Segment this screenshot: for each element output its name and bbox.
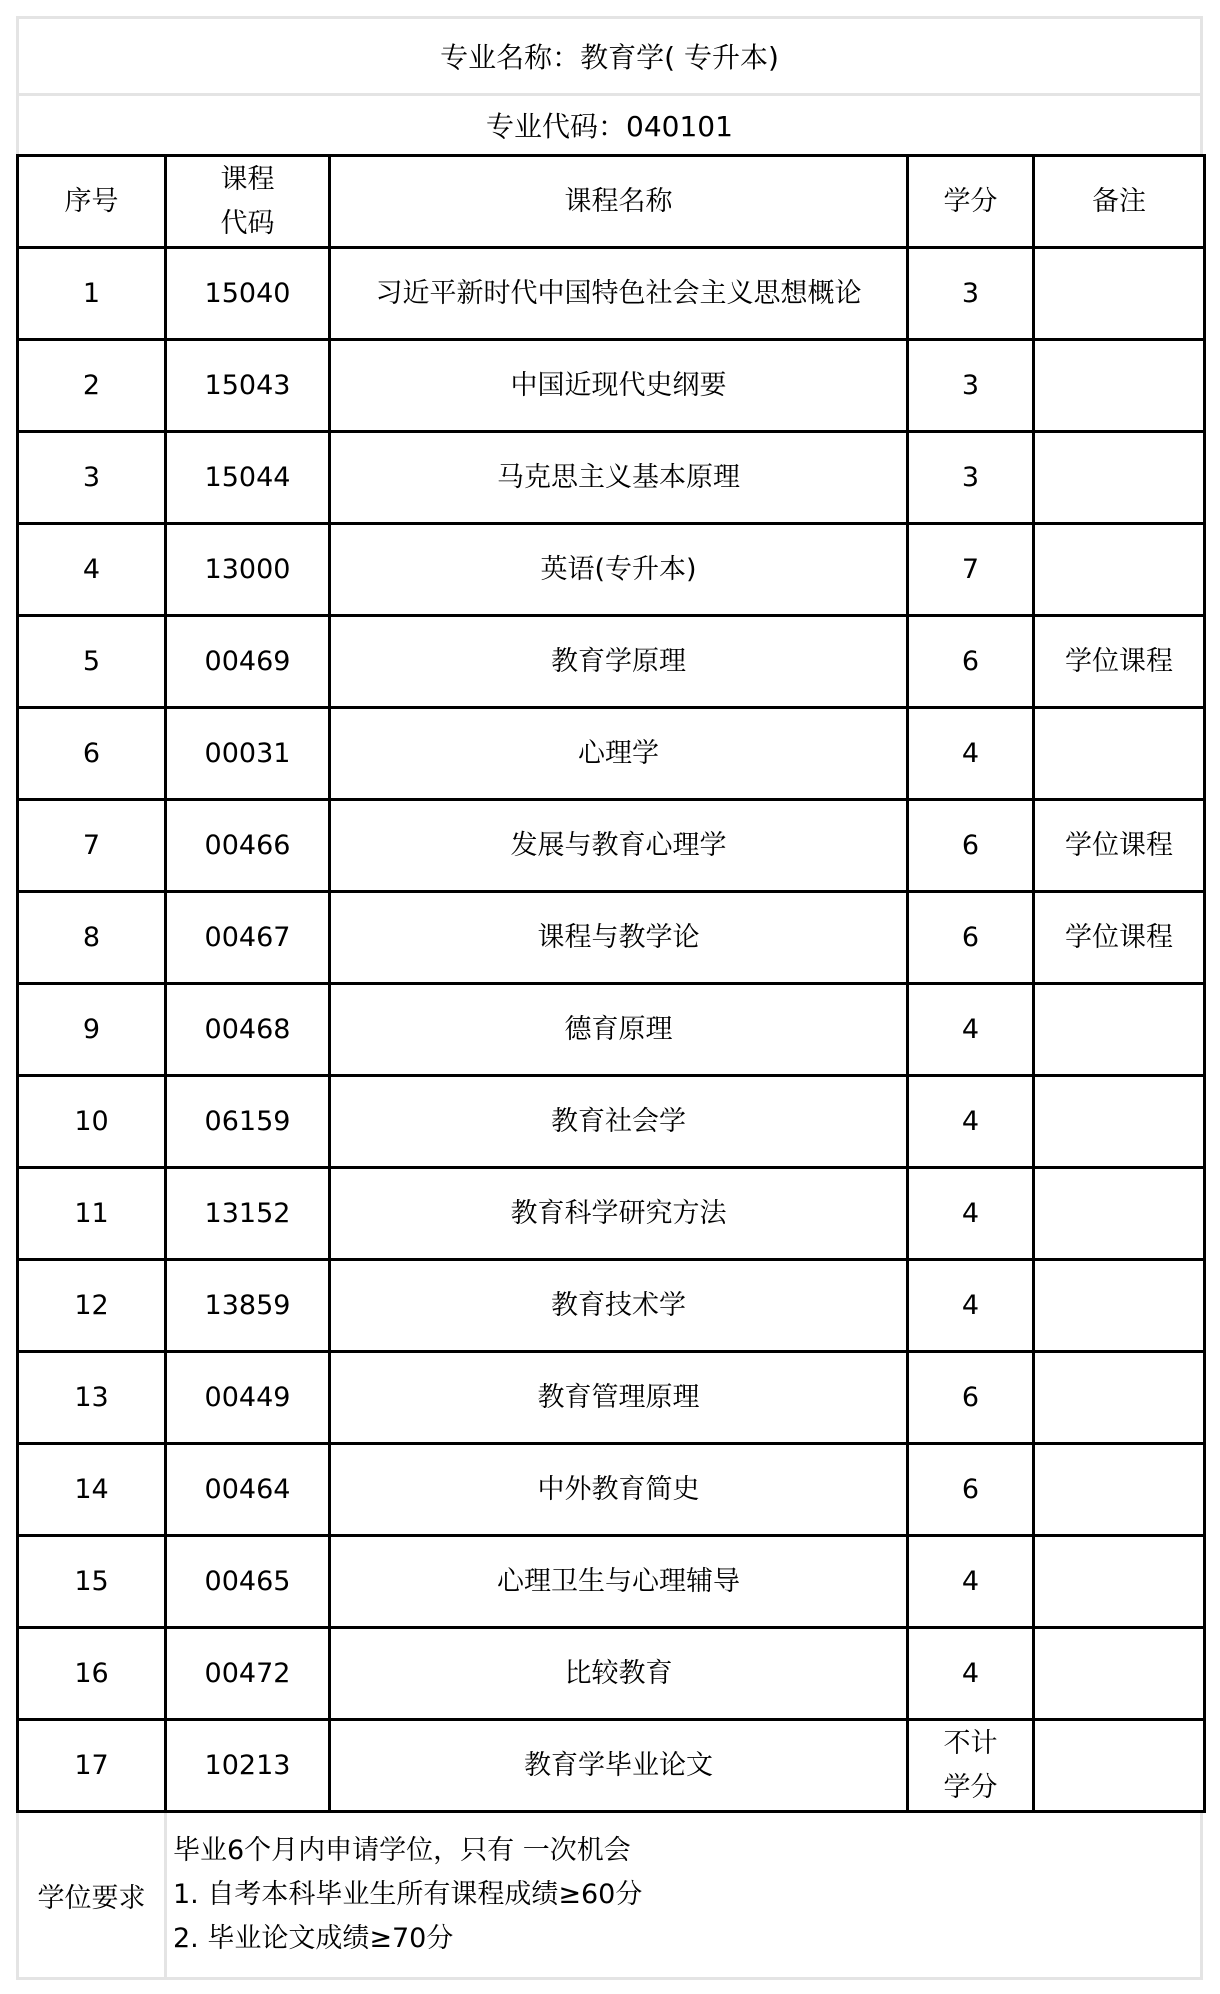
cell-remark [1034, 340, 1205, 432]
cell-remark [1034, 1444, 1205, 1536]
cell-credits: 6 [908, 892, 1034, 984]
major-code-row [16, 96, 1203, 154]
table-row [18, 892, 1205, 984]
cell-credits: 4 [908, 1260, 1034, 1352]
cell-name: 教育社会学 [330, 1076, 908, 1168]
table-row [18, 1352, 1205, 1444]
cell-remark [1034, 1260, 1205, 1352]
table-row [18, 340, 1205, 432]
cell-credits [908, 1720, 1034, 1812]
table-row [18, 248, 1205, 340]
cell-name: 教育技术学 [330, 1260, 908, 1352]
table-row [18, 984, 1205, 1076]
cell-name: 马克思主义基本原理 [330, 432, 908, 524]
cell-name: 教育科学研究方法 [330, 1168, 908, 1260]
cell-index: 3 [18, 432, 166, 524]
cell-code: 00465 [166, 1536, 330, 1628]
cell-index: 14 [18, 1444, 166, 1536]
cell-credits: 4 [908, 1628, 1034, 1720]
col-header-course-code-line2: 代码 [220, 207, 275, 239]
table-row [18, 1536, 1205, 1628]
cell-remark [1034, 248, 1205, 340]
table-header-row [18, 156, 1205, 248]
cell-credits: 4 [908, 1536, 1034, 1628]
cell-index: 11 [18, 1168, 166, 1260]
cell-code: 13000 [166, 524, 330, 616]
cell-code: 15040 [166, 248, 330, 340]
cell-index: 8 [18, 892, 166, 984]
cell-remark [1034, 524, 1205, 616]
cell-credits: 4 [908, 984, 1034, 1076]
cell-index: 13 [18, 1352, 166, 1444]
cell-remark [1034, 708, 1205, 800]
cell-remark: 学位课程 [1034, 616, 1205, 708]
major-name: 专业名称：教育学( 专升本) [440, 41, 779, 74]
cell-name: 英语(专升本) [330, 524, 908, 616]
requirement-line: 毕业6个月内申请学位，只有 一次机会 [173, 1835, 631, 1866]
cell-remark [1034, 1536, 1205, 1628]
table-row [18, 432, 1205, 524]
table-row [18, 800, 1205, 892]
requirement-line: 1. 自考本科毕业生所有课程成绩≥60分 [173, 1879, 643, 1910]
cell-index: 12 [18, 1260, 166, 1352]
cell-name: 教育学原理 [330, 616, 908, 708]
cell-credits: 6 [908, 616, 1034, 708]
course-table [16, 154, 1206, 1813]
cell-remark [1034, 1352, 1205, 1444]
cell-credits: 7 [908, 524, 1034, 616]
table-row [18, 524, 1205, 616]
cell-index: 16 [18, 1628, 166, 1720]
cell-name: 比较教育 [330, 1628, 908, 1720]
col-header-course-name: 课程名称 [330, 156, 908, 248]
degree-requirements-label: 学位要求 [19, 1813, 167, 1977]
cell-code: 10213 [166, 1720, 330, 1812]
cell-credits-line2: 学分 [943, 1771, 998, 1803]
degree-requirements-content [167, 1813, 1200, 1977]
col-header-course-code-line1: 课程 [220, 163, 275, 195]
table-row [18, 1076, 1205, 1168]
cell-code: 00466 [166, 800, 330, 892]
cell-credits: 3 [908, 340, 1034, 432]
cell-credits: 3 [908, 432, 1034, 524]
cell-remark: 学位课程 [1034, 892, 1205, 984]
cell-code: 13152 [166, 1168, 330, 1260]
cell-code: 06159 [166, 1076, 330, 1168]
cell-name: 中国近现代史纲要 [330, 340, 908, 432]
cell-name: 发展与教育心理学 [330, 800, 908, 892]
cell-index: 7 [18, 800, 166, 892]
cell-remark [1034, 1076, 1205, 1168]
cell-index: 10 [18, 1076, 166, 1168]
cell-name: 课程与教学论 [330, 892, 908, 984]
table-row [18, 616, 1205, 708]
cell-index: 5 [18, 616, 166, 708]
cell-name: 习近平新时代中国特色社会主义思想概论 [330, 248, 908, 340]
col-header-credits: 学分 [908, 156, 1034, 248]
cell-credits: 4 [908, 1076, 1034, 1168]
cell-index: 15 [18, 1536, 166, 1628]
cell-code: 00472 [166, 1628, 330, 1720]
cell-credits: 4 [908, 708, 1034, 800]
table-row [18, 1628, 1205, 1720]
major-code: 专业代码：040101 [486, 110, 733, 143]
cell-code: 00467 [166, 892, 330, 984]
table-row [18, 1260, 1205, 1352]
cell-credits: 3 [908, 248, 1034, 340]
cell-remark [1034, 1628, 1205, 1720]
cell-code: 00031 [166, 708, 330, 800]
cell-credits: 4 [908, 1168, 1034, 1260]
cell-code: 00464 [166, 1444, 330, 1536]
cell-name: 心理学 [330, 708, 908, 800]
cell-code: 00469 [166, 616, 330, 708]
cell-code: 00449 [166, 1352, 330, 1444]
cell-code: 00468 [166, 984, 330, 1076]
table-row [18, 1720, 1205, 1812]
cell-remark [1034, 432, 1205, 524]
cell-remark: 学位课程 [1034, 800, 1205, 892]
cell-name: 德育原理 [330, 984, 908, 1076]
cell-name: 心理卫生与心理辅导 [330, 1536, 908, 1628]
cell-index: 2 [18, 340, 166, 432]
table-row [18, 1444, 1205, 1536]
cell-index: 17 [18, 1720, 166, 1812]
cell-remark [1034, 1168, 1205, 1260]
cell-name: 中外教育简史 [330, 1444, 908, 1536]
col-header-course-code [166, 156, 330, 248]
cell-credits: 6 [908, 1352, 1034, 1444]
cell-credits: 6 [908, 800, 1034, 892]
major-name-row [16, 16, 1203, 96]
cell-remark [1034, 984, 1205, 1076]
cell-index: 1 [18, 248, 166, 340]
table-row [18, 1168, 1205, 1260]
cell-code: 13859 [166, 1260, 330, 1352]
degree-requirements [16, 1813, 1203, 1980]
cell-code: 15044 [166, 432, 330, 524]
table-row [18, 708, 1205, 800]
cell-code: 15043 [166, 340, 330, 432]
cell-name: 教育管理原理 [330, 1352, 908, 1444]
cell-index: 9 [18, 984, 166, 1076]
cell-index: 4 [18, 524, 166, 616]
cell-index: 6 [18, 708, 166, 800]
cell-credits-line1: 不计 [943, 1727, 998, 1759]
cell-credits: 6 [908, 1444, 1034, 1536]
col-header-index: 序号 [18, 156, 166, 248]
curriculum-document [16, 16, 1203, 1980]
cell-name: 教育学毕业论文 [330, 1720, 908, 1812]
col-header-remarks: 备注 [1034, 156, 1205, 248]
cell-remark [1034, 1720, 1205, 1812]
requirement-line: 2. 毕业论文成绩≥70分 [173, 1923, 454, 1954]
